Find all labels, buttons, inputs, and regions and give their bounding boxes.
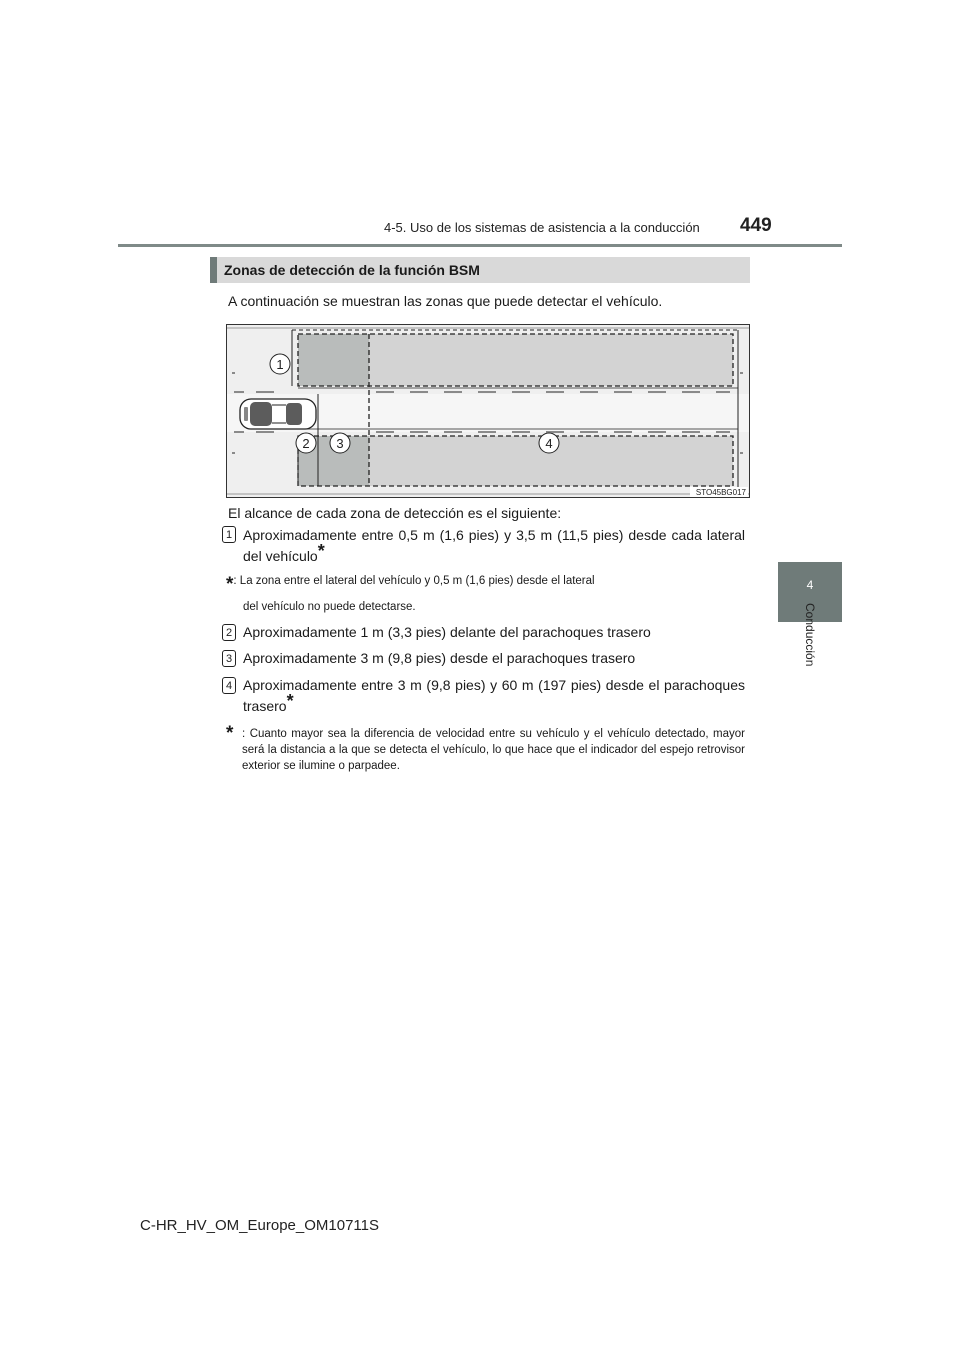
- list-item: Aproximadamente 3 m (9,8 pies) desde el parachoques trasero: [243, 650, 636, 666]
- running-header: 4-5. Uso de los sistemas de asistencia a la conducción: [384, 220, 700, 235]
- callout-1: 1: [276, 357, 284, 372]
- footnote-star: *: [286, 691, 294, 711]
- note-star: *: [226, 574, 234, 595]
- chapter-number: 4: [806, 578, 814, 592]
- footnote-1: [226, 573, 595, 593]
- item-text: Aproximadamente entre 3 m (9,8 pies) y 60 m (197 pies) desde el parachoques trasero: [243, 677, 745, 714]
- section-title: Zonas de detección de la función BSM: [224, 262, 480, 278]
- list-item: Aproximadamente 1 m (3,3 pies) delante del parachoques trasero: [243, 624, 651, 640]
- figure-code: STO45BG017: [695, 488, 746, 497]
- note-star: *: [226, 723, 234, 744]
- chapter-label: Conducción: [803, 603, 817, 667]
- list-item: [243, 525, 745, 567]
- footnote-star: *: [317, 541, 325, 561]
- callout-4: 4: [545, 436, 553, 451]
- zone-upper-long: [369, 334, 733, 386]
- item-text: Aproximadamente entre 0,5 m (1,6 pies) y 3,5 m (11,5 pies) desde cada lateral del vehículo: [243, 527, 745, 564]
- item-number-badge: 1: [222, 526, 236, 543]
- list-item: [243, 675, 745, 717]
- intro-text: A continuación se muestran las zonas que puede detectar el vehículo.: [228, 293, 663, 309]
- item-number-badge: 4: [222, 677, 236, 694]
- callout-3: 3: [336, 436, 344, 451]
- note-1-line-1: : La zona entre el lateral del vehículo y 0,5 m (1,6 pies) desde el lateral: [233, 575, 595, 587]
- document-code: C-HR_HV_OM_Europe_OM10711S: [140, 1217, 379, 1234]
- callout-2: 2: [302, 436, 310, 451]
- item-number-badge: 3: [222, 650, 236, 667]
- bsm-detection-zones-diagram: [226, 324, 750, 498]
- car-icon: [240, 399, 316, 429]
- zone-1-upper: [298, 334, 369, 386]
- section-heading-accent: [210, 257, 217, 283]
- header-rule: [118, 244, 842, 247]
- footnote-2: : Cuanto mayor sea la diferencia de velocidad entre su vehículo y el vehículo detectado, mayor será la distancia a la que se detecta el vehículo, lo que hace que el indicador del espejo retrovisor exterior se ilumine o parpadee.: [242, 728, 745, 772]
- range-intro: El alcance de cada zona de detección es el siguiente:: [228, 505, 562, 521]
- note-1-line-2: del vehículo no puede detectarse.: [243, 601, 416, 613]
- item-number-badge: 2: [222, 624, 236, 641]
- page-number: 449: [740, 215, 772, 236]
